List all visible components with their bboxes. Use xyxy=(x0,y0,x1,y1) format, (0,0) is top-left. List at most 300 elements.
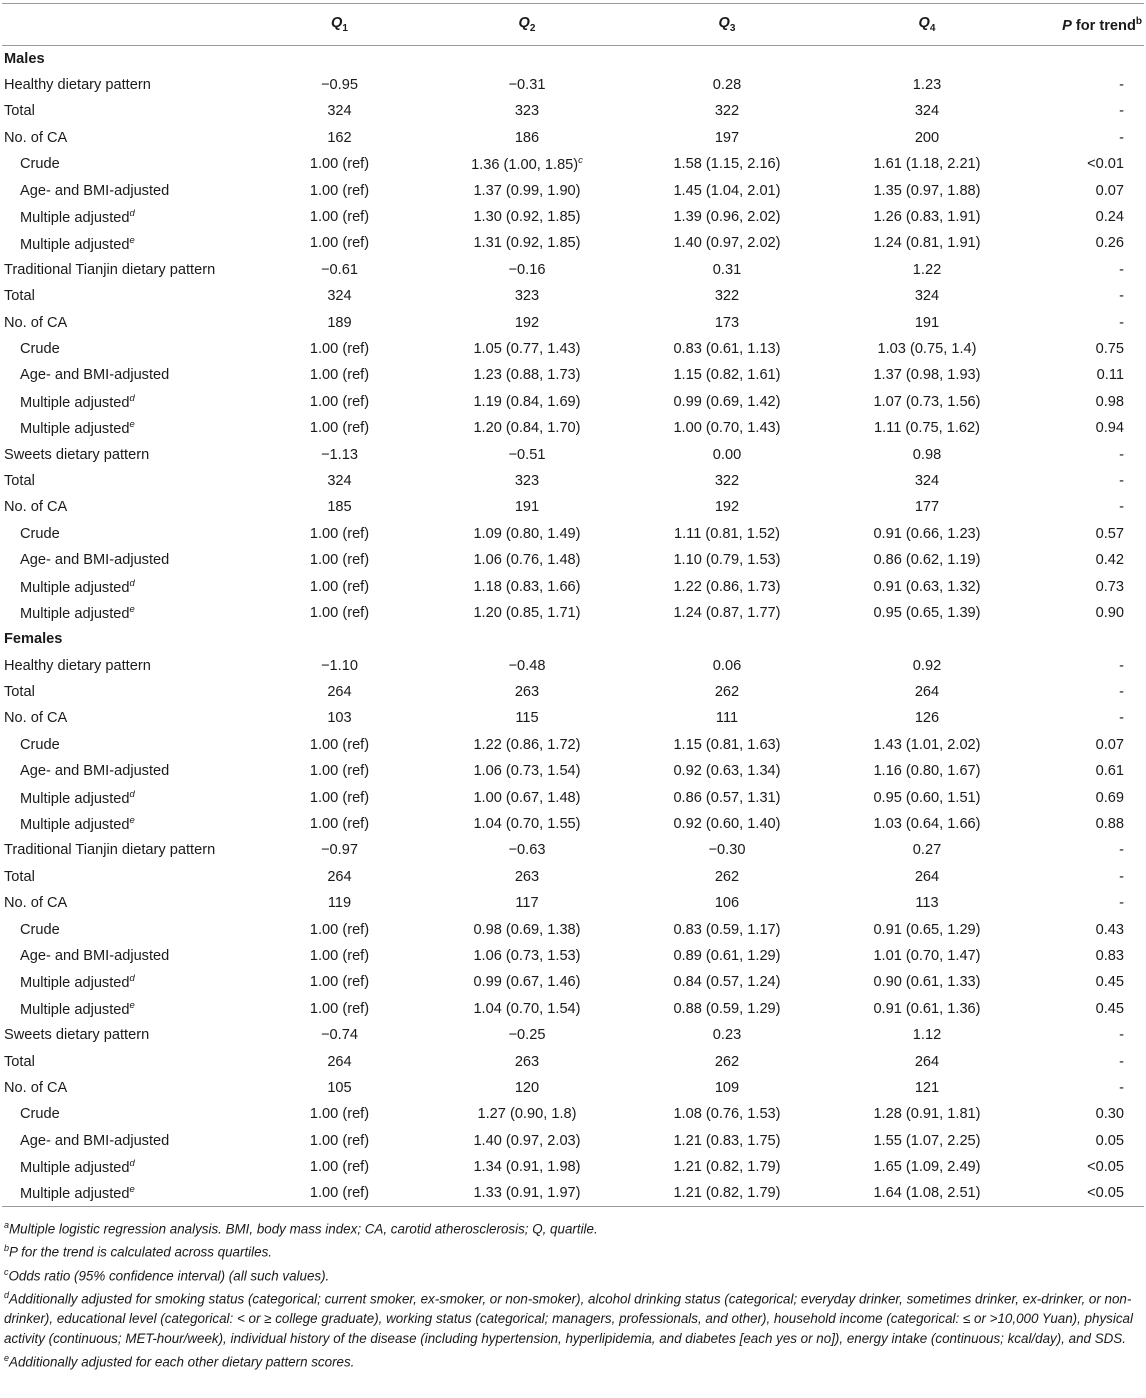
cell-value: 0.91 (0.63, 1.32) xyxy=(873,578,981,595)
table-row xyxy=(2,811,1144,837)
cell-q1 xyxy=(252,758,427,784)
cell-q1 xyxy=(252,547,427,573)
cell-value: - xyxy=(1119,684,1124,701)
row-label-text: Multiple adjusted xyxy=(20,1186,130,1203)
cell-q2 xyxy=(427,1022,627,1048)
cell-q3 xyxy=(627,573,827,599)
cell-value: 1.40 (0.97, 2.03) xyxy=(473,1132,581,1149)
cell-value: 1.04 (0.70, 1.54) xyxy=(473,1000,581,1017)
cell-value: 1.34 (0.91, 1.98) xyxy=(473,1159,581,1176)
cell-value: 0.06 xyxy=(712,657,742,674)
cell-q2 xyxy=(427,679,627,705)
footnote-mark: b xyxy=(4,1243,10,1254)
cell-value: 1.45 (1.04, 2.01) xyxy=(673,182,781,199)
cell-q3 xyxy=(627,1075,827,1101)
table-container xyxy=(2,3,1144,1372)
row-label-text: Age- and BMI-adjusted xyxy=(20,947,170,964)
row-label-text: Crude xyxy=(20,156,60,173)
cell-q2 xyxy=(427,1048,627,1074)
cell-q2 xyxy=(427,652,627,678)
cell-value: 177 xyxy=(914,499,940,516)
cell-value: 262 xyxy=(714,1053,740,1070)
cell-q3 xyxy=(627,1128,827,1154)
cell-q2 xyxy=(427,98,627,124)
row-label xyxy=(2,705,252,731)
row-label xyxy=(2,494,252,520)
cell-value: −0.97 xyxy=(321,842,358,859)
row-label-text: Traditional Tianjin dietary pattern xyxy=(4,842,216,859)
cell-value: 0.92 xyxy=(912,657,942,674)
cell-value: 1.61 (1.18, 2.21) xyxy=(873,156,981,173)
table-row xyxy=(2,1101,1144,1127)
cell-value: - xyxy=(1119,314,1124,331)
cell-value: −0.16 xyxy=(508,261,546,278)
cell-q4 xyxy=(827,336,1027,362)
cell-value: 185 xyxy=(327,499,352,516)
footnote-a xyxy=(4,1216,1144,1239)
cell-value: 0.83 (0.61, 1.13) xyxy=(673,340,781,357)
row-label xyxy=(2,679,252,705)
cell-q4 xyxy=(827,309,1027,335)
row-label-text: Multiple adjusted xyxy=(20,1001,130,1018)
cell-q2 xyxy=(427,890,627,916)
cell-value: 1.05 (0.77, 1.43) xyxy=(473,340,581,357)
cell-value: 264 xyxy=(327,684,352,701)
cell-p-trend xyxy=(1027,784,1144,810)
cell-q3 xyxy=(627,1022,827,1048)
cell-q3 xyxy=(627,441,827,467)
cell-q1 xyxy=(252,283,427,309)
cell-value: 0.95 (0.65, 1.39) xyxy=(873,604,981,621)
cell-value: 1.12 xyxy=(912,1027,942,1044)
cell-value: 322 xyxy=(714,288,740,305)
section-title: Males xyxy=(4,50,45,67)
table-row xyxy=(2,204,1144,230)
table-row xyxy=(2,705,1144,731)
cell-q2 xyxy=(427,389,627,415)
row-label-text: Multiple adjusted xyxy=(20,975,130,992)
cell-value: 1.23 xyxy=(912,77,942,94)
cell-q3 xyxy=(627,283,827,309)
cell-value: 0.92 (0.60, 1.40) xyxy=(673,816,781,833)
cell-value: 323 xyxy=(514,472,540,489)
footnote-b xyxy=(4,1239,1144,1262)
cell-value: 263 xyxy=(514,1053,540,1070)
row-label xyxy=(2,362,252,388)
cell-value: - xyxy=(1119,1027,1124,1044)
cell-p-trend xyxy=(1027,125,1144,151)
cell-value: 1.22 (0.86, 1.72) xyxy=(473,736,581,753)
cell-value: 119 xyxy=(327,895,352,912)
cell-value: 0.89 (0.61, 1.29) xyxy=(673,947,781,964)
cell-value: 1.21 (0.82, 1.79) xyxy=(673,1159,781,1176)
footnote-mark: e xyxy=(4,1352,10,1363)
cell-q3 xyxy=(627,362,827,388)
cell-value: 0.57 xyxy=(1095,525,1124,542)
cell-q1 xyxy=(252,309,427,335)
cell-q2 xyxy=(427,943,627,969)
cell-p-trend xyxy=(1027,72,1144,98)
row-label xyxy=(2,151,252,177)
row-label xyxy=(2,1075,252,1101)
row-label xyxy=(2,732,252,758)
cell-value: 1.16 (0.80, 1.67) xyxy=(873,763,981,780)
footnote-mark: c xyxy=(578,155,583,167)
cell-q4 xyxy=(827,204,1027,230)
table-row xyxy=(2,415,1144,441)
cell-value: 0.98 xyxy=(1095,393,1124,410)
cell-q1 xyxy=(252,1101,427,1127)
cell-p-trend xyxy=(1027,996,1144,1022)
cell-value: 1.20 (0.84, 1.70) xyxy=(473,420,581,437)
footnote-mark: e xyxy=(129,234,135,246)
cell-q1 xyxy=(252,1022,427,1048)
cell-q1 xyxy=(252,415,427,441)
cell-value: 0.69 xyxy=(1095,789,1124,806)
cell-value: 1.33 (0.91, 1.97) xyxy=(473,1185,581,1202)
cell-value: 1.00 (ref) xyxy=(309,156,370,173)
cell-q2 xyxy=(427,125,627,151)
cell-q2 xyxy=(427,811,627,837)
table-row xyxy=(2,389,1144,415)
cell-q4 xyxy=(827,1154,1027,1180)
cell-q3 xyxy=(627,916,827,942)
cell-q4 xyxy=(827,468,1027,494)
row-label-text: Total xyxy=(4,103,35,120)
cell-q3 xyxy=(627,547,827,573)
cell-value: −0.30 xyxy=(708,842,746,859)
cell-q4 xyxy=(827,996,1027,1022)
cell-q4 xyxy=(827,837,1027,863)
row-label-text: Crude xyxy=(20,921,60,938)
cell-q4 xyxy=(827,441,1027,467)
cell-q4 xyxy=(827,283,1027,309)
cell-value: - xyxy=(1119,1079,1124,1096)
cell-q1 xyxy=(252,837,427,863)
cell-value: - xyxy=(1119,868,1124,885)
cell-p-trend xyxy=(1027,943,1144,969)
cell-value: 262 xyxy=(714,684,740,701)
cell-q4 xyxy=(827,1128,1027,1154)
cell-value: 0.30 xyxy=(1095,1106,1124,1123)
cell-value: 1.00 (ref) xyxy=(309,578,370,595)
cell-value: 173 xyxy=(714,314,740,331)
cell-q2 xyxy=(427,441,627,467)
cell-value: - xyxy=(1119,261,1124,278)
cell-value: 324 xyxy=(327,103,352,120)
cell-q1 xyxy=(252,943,427,969)
cell-p-trend xyxy=(1027,1048,1144,1074)
cell-q4 xyxy=(827,916,1027,942)
footnote-mark: d xyxy=(129,788,135,800)
cell-value: 1.00 (ref) xyxy=(309,947,370,964)
cell-value: 1.40 (0.97, 2.02) xyxy=(673,235,781,252)
cell-p-trend xyxy=(1027,1128,1144,1154)
cell-q1 xyxy=(252,732,427,758)
cell-q3 xyxy=(627,784,827,810)
table-row xyxy=(2,1048,1144,1074)
cell-q4 xyxy=(827,72,1027,98)
row-label xyxy=(2,837,252,863)
cell-p-trend xyxy=(1027,732,1144,758)
cell-q3 xyxy=(627,1180,827,1206)
cell-q3 xyxy=(627,811,827,837)
cell-p-trend xyxy=(1027,98,1144,124)
row-label xyxy=(2,547,252,573)
table-row xyxy=(2,652,1144,678)
cell-value: 1.27 (0.90, 1.8) xyxy=(477,1106,577,1123)
cell-q4 xyxy=(827,1101,1027,1127)
cell-value: 1.00 (ref) xyxy=(309,1159,370,1176)
row-label-text: Healthy dietary pattern xyxy=(4,657,151,674)
cell-q4 xyxy=(827,705,1027,731)
table-row xyxy=(2,336,1144,362)
cell-q4 xyxy=(827,230,1027,256)
cell-p-trend xyxy=(1027,1101,1144,1127)
section-row xyxy=(2,626,1144,652)
cell-p-trend xyxy=(1027,309,1144,335)
cell-q1 xyxy=(252,389,427,415)
footnote-text: Odds ratio (95% confidence interval) (all such values). xyxy=(8,1268,330,1284)
cell-q1 xyxy=(252,1075,427,1101)
table-row xyxy=(2,494,1144,520)
table-row xyxy=(2,283,1144,309)
cell-q1 xyxy=(252,1154,427,1180)
cell-q2 xyxy=(427,521,627,547)
cell-q2 xyxy=(427,996,627,1022)
cell-q2 xyxy=(427,336,627,362)
cell-q2 xyxy=(427,837,627,863)
cell-q1 xyxy=(252,784,427,810)
results-table xyxy=(2,3,1144,1207)
row-label xyxy=(2,784,252,810)
footnote-mark: e xyxy=(129,999,135,1011)
cell-value: 324 xyxy=(914,288,940,305)
row-label xyxy=(2,125,252,151)
cell-q4 xyxy=(827,494,1027,520)
cell-q1 xyxy=(252,652,427,678)
cell-p-trend xyxy=(1027,389,1144,415)
cell-q2 xyxy=(427,969,627,995)
cell-q3 xyxy=(627,468,827,494)
row-label xyxy=(2,521,252,547)
cell-q1 xyxy=(252,177,427,203)
row-label xyxy=(2,468,252,494)
cell-q2 xyxy=(427,415,627,441)
cell-q1 xyxy=(252,362,427,388)
cell-value: 1.09 (0.80, 1.49) xyxy=(473,525,581,542)
cell-value: 1.06 (0.76, 1.48) xyxy=(473,552,581,569)
cell-value: 120 xyxy=(514,1079,540,1096)
cell-value: 0.91 (0.65, 1.29) xyxy=(873,921,981,938)
cell-value: - xyxy=(1119,895,1124,912)
cell-value: −0.31 xyxy=(508,77,546,94)
cell-q2 xyxy=(427,547,627,573)
cell-value: 1.03 (0.64, 1.66) xyxy=(873,816,981,833)
footnote-text: Additionally adjusted for each other dietary pattern scores. xyxy=(9,1354,355,1370)
footnote-c xyxy=(4,1263,1144,1286)
cell-q2 xyxy=(427,309,627,335)
cell-value: 0.90 xyxy=(1095,604,1124,621)
cell-q1 xyxy=(252,916,427,942)
cell-q4 xyxy=(827,415,1027,441)
cell-value: <0.05 xyxy=(1087,1159,1124,1176)
row-label xyxy=(2,283,252,309)
cell-p-trend xyxy=(1027,864,1144,890)
footnote-mark: a xyxy=(4,1220,10,1231)
cell-value: 111 xyxy=(715,710,739,727)
cell-q2 xyxy=(427,784,627,810)
table-row xyxy=(2,309,1144,335)
cell-q2 xyxy=(427,732,627,758)
cell-value: 1.00 (ref) xyxy=(309,736,370,753)
cell-value: 0.28 xyxy=(712,77,742,94)
row-label xyxy=(2,864,252,890)
row-label-text: Multiple adjusted xyxy=(20,421,130,438)
cell-value: 1.00 (ref) xyxy=(309,1000,370,1017)
header-q3: $Q_3$ xyxy=(718,15,736,34)
cell-q3 xyxy=(627,204,827,230)
cell-q3 xyxy=(627,652,827,678)
cell-p-trend xyxy=(1027,547,1144,573)
cell-value: 1.07 (0.73, 1.56) xyxy=(873,393,981,410)
cell-value: 1.22 (0.86, 1.73) xyxy=(673,578,781,595)
cell-value: 189 xyxy=(327,314,352,331)
cell-value: 1.35 (0.97, 1.88) xyxy=(873,182,981,199)
cell-value: 0.43 xyxy=(1095,921,1124,938)
section-row xyxy=(2,46,1144,72)
row-label xyxy=(2,257,252,283)
cell-q3 xyxy=(627,679,827,705)
row-label-text: Total xyxy=(4,472,35,489)
cell-q3 xyxy=(627,521,827,547)
cell-q4 xyxy=(827,1022,1027,1048)
header-q1: $Q_1$ xyxy=(331,15,348,34)
cell-q3 xyxy=(627,837,827,863)
cell-value: 1.20 (0.85, 1.71) xyxy=(473,604,581,621)
cell-value: 1.10 (0.79, 1.53) xyxy=(673,552,781,569)
cell-value: 1.11 (0.75, 1.62) xyxy=(873,420,980,437)
cell-q1 xyxy=(252,573,427,599)
cell-q2 xyxy=(427,151,627,177)
cell-value: 1.21 (0.82, 1.79) xyxy=(673,1185,781,1202)
cell-value: 323 xyxy=(514,103,540,120)
cell-value: - xyxy=(1119,1053,1124,1070)
cell-value: 0.98 xyxy=(912,446,942,463)
row-label-text: Total xyxy=(4,868,35,885)
row-label-text: Multiple adjusted xyxy=(20,790,130,807)
cell-p-trend xyxy=(1027,600,1144,626)
row-label-text: Crude xyxy=(20,1106,60,1123)
row-label-text: Multiple adjusted xyxy=(20,579,130,596)
cell-q1 xyxy=(252,468,427,494)
row-label xyxy=(2,1022,252,1048)
cell-value: 0.84 (0.57, 1.24) xyxy=(673,974,781,991)
cell-value: 0.23 xyxy=(712,1027,742,1044)
cell-p-trend xyxy=(1027,204,1144,230)
row-label xyxy=(2,916,252,942)
cell-q3 xyxy=(627,177,827,203)
cell-value: 117 xyxy=(515,895,539,912)
cell-value: 115 xyxy=(515,710,539,727)
cell-value: 1.00 (ref) xyxy=(309,209,370,226)
cell-p-trend xyxy=(1027,521,1144,547)
cell-q4 xyxy=(827,98,1027,124)
row-label-text: No. of CA xyxy=(4,499,68,516)
cell-p-trend xyxy=(1027,415,1144,441)
cell-q2 xyxy=(427,72,627,98)
cell-q3 xyxy=(627,864,827,890)
cell-q3 xyxy=(627,230,827,256)
table-row xyxy=(2,1075,1144,1101)
cell-value: - xyxy=(1119,842,1124,859)
table-row xyxy=(2,600,1144,626)
row-label-text: Multiple adjusted xyxy=(20,209,130,226)
row-label xyxy=(2,441,252,467)
cell-q4 xyxy=(827,177,1027,203)
cell-value: −0.63 xyxy=(508,842,546,859)
cell-p-trend xyxy=(1027,811,1144,837)
cell-q4 xyxy=(827,679,1027,705)
cell-q1 xyxy=(252,125,427,151)
cell-value: 1.24 (0.87, 1.77) xyxy=(673,604,781,621)
cell-q1 xyxy=(252,600,427,626)
cell-value: 264 xyxy=(327,1053,352,1070)
cell-value: 0.94 xyxy=(1095,420,1124,437)
cell-q2 xyxy=(427,204,627,230)
header-q4: $Q_4$ xyxy=(918,15,936,34)
cell-value: 264 xyxy=(914,684,940,701)
table-row xyxy=(2,547,1144,573)
cell-value: <0.01 xyxy=(1087,156,1124,173)
cell-p-trend xyxy=(1027,230,1144,256)
cell-q4 xyxy=(827,1180,1027,1206)
cell-q4 xyxy=(827,732,1027,758)
cell-value: 1.24 (0.81, 1.91) xyxy=(873,235,981,252)
cell-q3 xyxy=(627,758,827,784)
cell-value: - xyxy=(1119,499,1124,516)
cell-value: 1.15 (0.82, 1.61) xyxy=(673,367,781,384)
cell-p-trend xyxy=(1027,758,1144,784)
cell-q2 xyxy=(427,864,627,890)
cell-q2 xyxy=(427,257,627,283)
cell-q4 xyxy=(827,257,1027,283)
cell-value: 1.00 (ref) xyxy=(309,763,370,780)
footnote-mark: e xyxy=(129,419,135,431)
table-row xyxy=(2,943,1144,969)
cell-q2 xyxy=(427,1154,627,1180)
footnote-text: P for the trend is calculated across quartiles. xyxy=(9,1244,272,1260)
row-label-text: Age- and BMI-adjusted xyxy=(20,552,170,569)
cell-p-trend xyxy=(1027,679,1144,705)
cell-q4 xyxy=(827,521,1027,547)
cell-q3 xyxy=(627,705,827,731)
cell-q1 xyxy=(252,98,427,124)
cell-value: 192 xyxy=(714,499,740,516)
cell-value: −1.13 xyxy=(321,446,358,463)
cell-value: 1.11 (0.81, 1.52) xyxy=(673,525,780,542)
cell-q4 xyxy=(827,943,1027,969)
cell-value: 1.00 (ref) xyxy=(309,525,370,542)
cell-value: 1.00 (ref) xyxy=(309,1106,370,1123)
cell-q4 xyxy=(827,573,1027,599)
cell-value: 0.75 xyxy=(1095,340,1124,357)
cell-value: 1.00 (ref) xyxy=(309,552,370,569)
cell-p-trend xyxy=(1027,837,1144,863)
cell-q4 xyxy=(827,151,1027,177)
cell-value: 0.24 xyxy=(1095,209,1124,226)
cell-value: 322 xyxy=(714,472,740,489)
